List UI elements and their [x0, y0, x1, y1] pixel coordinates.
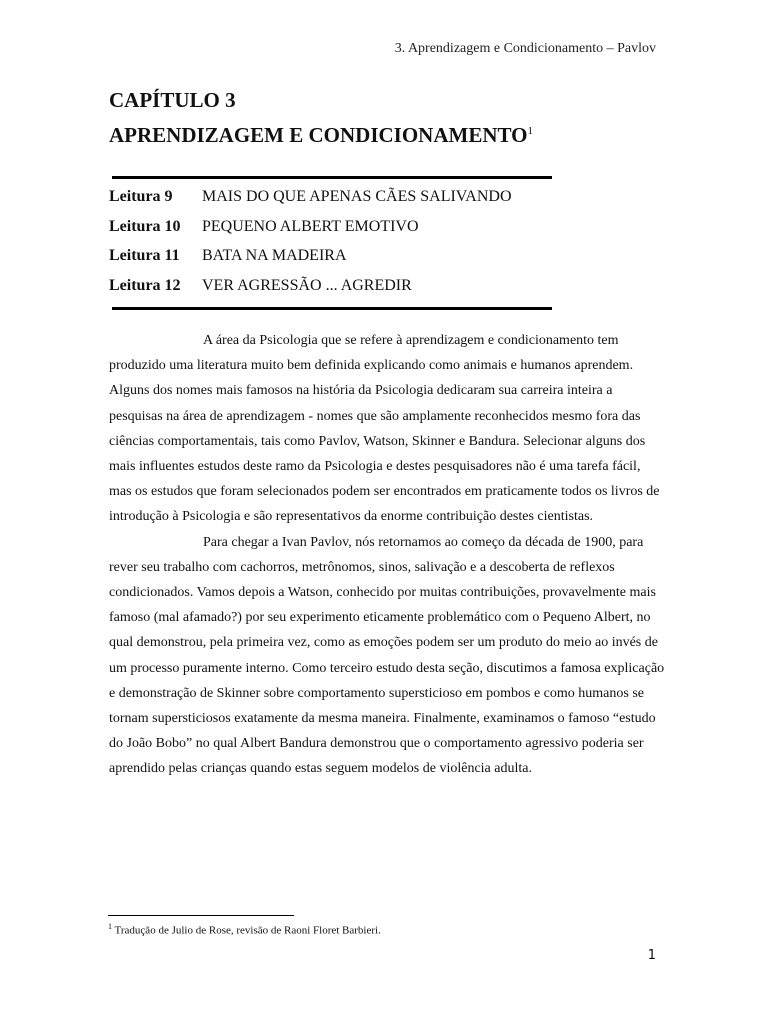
reading-label: Leitura 11	[109, 247, 180, 264]
body-text	[109, 328, 665, 782]
paragraph: Para chegar a Ivan Pavlov, nós retornamos ao começo da década de 1900, para rever seu trabalho com cachorros, metrônomos, sinos, salivação e a descoberta de reflexos condicionados. Vamos depois a Watson, conhecido por muitas contribuições, provavelmente mais famoso (mal afamado?) por seu experimento eticamente problemático com o Pequeno Albert, no qual demonstrou, pela primeira vez, como as emoções podem ser um produto do meio ao invés de um processo puramente interno. Como terceiro estudo desta seção, discutimos a famosa explicação e demonstração de Skinner sobre comportamento supersticioso em pombos e como humanos se tornam supersticiosos exatamente da mesma maneira. Finalmente, examinamos o famoso “estudo do João Bobo” no qual Albert Bandura demonstrou que o comportamento agressivo poderia ser aprendido pelas crianças quando estas seguem modelos de violência adulta.	[109, 534, 665, 777]
bottom-divider	[112, 307, 552, 310]
reading-title: VER AGRESSÃO ... AGREDIR	[202, 276, 412, 294]
reading-label: Leitura 10	[109, 217, 181, 235]
footnote-divider	[108, 915, 294, 916]
footnote-marker: 1	[108, 922, 112, 931]
reading-title: MAIS DO QUE APENAS CÃES SALIVANDO	[202, 188, 512, 205]
reading-title: PEQUENO ALBERT EMOTIVO	[202, 217, 419, 235]
footnote-text: Tradução de Julio de Rose, revisão de Raoni Floret Barbieri.	[112, 924, 381, 937]
footnote	[108, 922, 381, 937]
reading-item	[109, 247, 512, 277]
readings-list	[109, 188, 512, 306]
reading-item	[109, 277, 512, 307]
chapter-footnote-marker: 1	[527, 125, 533, 137]
paragraph: A área da Psicologia que se refere à aprendizagem e condicionamento tem produzido uma literatura muito bem definida explicando como animais e humanos aprendem. Alguns dos nomes mais famosos na história da Psicologia dedicaram sua carreira inteira a pesquisas na área de aprendizagem - nomes que são amplamente reconhecidos mesmo fora das ciências comportamentais, tais como Pavlov, Watson, Skinner e Bandura. Selecionar alguns dos mais influentes estudos deste ramo da Psicologia e destes pesquisadores não é uma tarefa fácil, mas os estudos que foram selecionados podem ser encontrados em praticamente todos os livros de introdução à Psicologia e são representativos da enorme contribuição destes cientistas.	[109, 333, 660, 525]
reading-label: Leitura 12	[109, 276, 181, 294]
reading-item	[109, 188, 512, 218]
reading-title: BATA NA MADEIRA	[202, 247, 347, 264]
reading-label: Leitura 9	[109, 188, 173, 205]
chapter-title-text: APRENDIZAGEM E CONDICIONAMENTO	[109, 123, 528, 147]
reading-item	[109, 218, 512, 248]
chapter-title	[109, 123, 533, 148]
top-divider	[112, 176, 552, 179]
chapter-number: CAPÍTULO 3	[109, 88, 236, 112]
page-number: 1	[647, 948, 656, 963]
running-header: 3. Aprendizagem e Condicionamento – Pavlov	[394, 41, 656, 56]
